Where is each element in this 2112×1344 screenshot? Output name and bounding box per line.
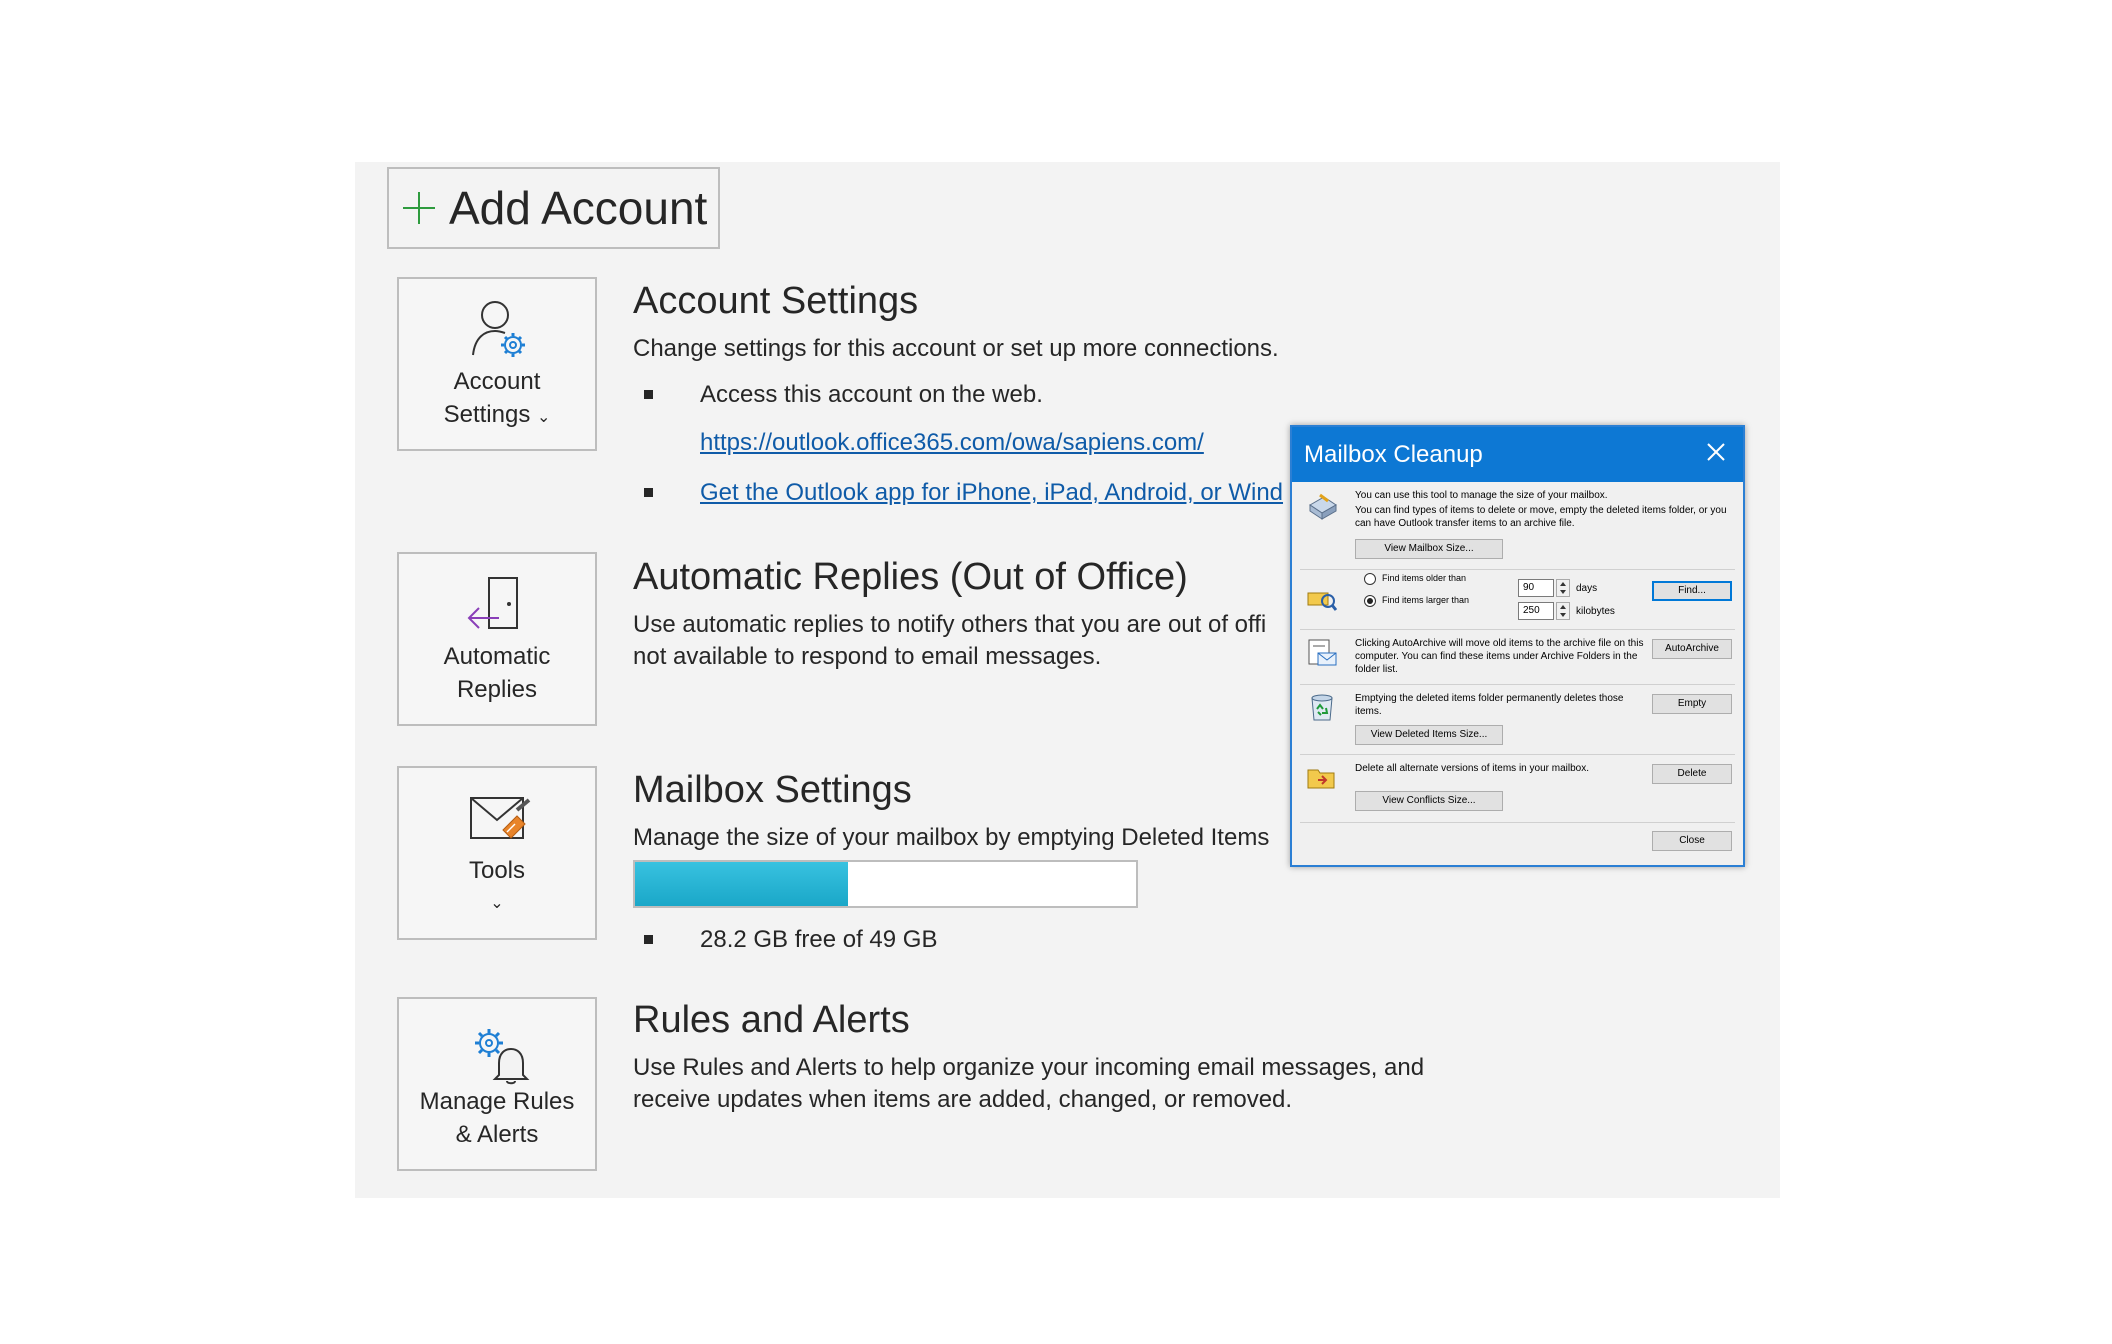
manage-rules-tile-label: Manage Rules & Alerts <box>419 1088 575 1148</box>
view-conflicts-size-button[interactable]: View Conflicts Size... <box>1355 791 1503 811</box>
mailbox-tool-icon <box>1306 491 1338 523</box>
delete-button[interactable]: Delete <box>1652 764 1732 784</box>
kilobytes-input[interactable]: 250 <box>1518 602 1554 620</box>
manage-rules-tile[interactable] <box>397 997 597 1171</box>
account-settings-icon <box>399 297 595 365</box>
autoarchive-row <box>1300 629 1735 685</box>
rules-alerts-section <box>633 999 1533 1116</box>
find-items-row <box>1300 569 1735 630</box>
rules-alerts-title: Rules and Alerts <box>633 999 910 1041</box>
account-settings-title: Account Settings <box>633 280 919 322</box>
rules-alerts-icon <box>399 1017 595 1085</box>
plus-icon <box>397 178 457 238</box>
account-settings-section <box>633 280 1293 509</box>
dialog-close-button[interactable]: Close <box>1652 831 1732 851</box>
account-settings-tile-label: Account Settings ⌄ <box>443 368 551 428</box>
days-input[interactable]: 90 <box>1518 579 1554 597</box>
empty-button[interactable]: Empty <box>1652 694 1732 714</box>
tools-tile[interactable] <box>397 766 597 940</box>
find-older-label: Find items older than <box>1382 573 1467 583</box>
delete-alternate-text: Delete all alternate versions of items in your mailbox. <box>1355 763 1589 774</box>
mailbox-usage-fill <box>635 862 848 906</box>
intro-text: You can use this tool to manage the size of your mailbox. You can find types of items to delete or move, empty the deleted items folder, or you can have Outlook transfer items to an archive file. <box>1355 490 1727 529</box>
automatic-replies-tile-label: Automatic Replies <box>443 643 551 703</box>
automatic-replies-tile[interactable] <box>397 552 597 726</box>
automatic-replies-title: Automatic Replies (Out of Office) <box>633 556 1188 598</box>
find-older-radio[interactable] <box>1364 573 1376 585</box>
dialog-title: Mailbox Cleanup <box>1304 441 1483 468</box>
find-larger-radio[interactable] <box>1364 595 1376 607</box>
kilobytes-unit: kilobytes <box>1576 606 1615 617</box>
add-account-label: Add Account <box>449 182 708 234</box>
mailbox-settings-description: Manage the size of your mailbox by emptying Deleted Items <box>633 824 1270 851</box>
delete-conflicts-row <box>1300 754 1735 823</box>
autoarchive-button[interactable]: AutoArchive <box>1652 639 1732 659</box>
mailbox-usage-bar <box>633 860 1138 908</box>
kilobytes-spinner[interactable] <box>1556 602 1570 620</box>
recycle-bin-icon <box>1306 692 1338 724</box>
mailbox-cleanup-dialog <box>1290 425 1745 867</box>
mailbox-settings-section <box>633 769 1293 854</box>
automatic-replies-icon <box>399 572 595 640</box>
outlook-app-link[interactable]: Get the Outlook app for iPhone, iPad, Android, or Wind <box>700 479 1284 506</box>
find-button[interactable]: Find... <box>1652 581 1732 601</box>
automatic-replies-section <box>633 556 1293 673</box>
chevron-down-icon: ⌄ <box>490 895 504 912</box>
account-settings-description: Change settings for this account or set up more connections. <box>633 335 1279 362</box>
autoarchive-text: Clicking AutoArchive will move old items to the archive file on this computer. You can find these items under Archive Folders in the folder list. <box>1355 638 1644 675</box>
days-unit: days <box>1576 583 1598 594</box>
mailbox-free-bullet: 28.2 GB free of 49 GB <box>633 924 937 956</box>
account-settings-tile[interactable] <box>397 277 597 451</box>
view-mailbox-size-button[interactable]: View Mailbox Size... <box>1355 539 1503 559</box>
tools-icon <box>399 786 595 854</box>
empty-deleted-text: Emptying the deleted items folder permanently deletes those items. <box>1355 693 1624 717</box>
tools-tile-label: Tools ⌄ <box>399 854 595 920</box>
empty-deleted-row <box>1300 684 1735 755</box>
days-spinner[interactable] <box>1556 579 1570 597</box>
access-web-bullet: Access this account on the web. <box>633 379 1293 411</box>
close-icon[interactable] <box>1703 439 1729 465</box>
find-items-icon <box>1306 583 1338 615</box>
dialog-title-bar <box>1292 427 1743 482</box>
rules-alerts-description: Use Rules and Alerts to help organize your incoming email messages, and receive updates when items are added, changed, or removed. <box>633 1054 1425 1113</box>
view-deleted-items-size-button[interactable]: View Deleted Items Size... <box>1355 725 1503 745</box>
outlook-app-bullet <box>633 477 1293 509</box>
add-account-button[interactable] <box>387 167 720 249</box>
automatic-replies-description: Use automatic replies to notify others that you are out of offi not available to respond to email messages. <box>633 611 1267 670</box>
find-larger-label: Find items larger than <box>1382 595 1470 605</box>
chevron-down-icon: ⌄ <box>536 409 551 426</box>
mailbox-size-row <box>1300 485 1735 570</box>
mailbox-settings-title: Mailbox Settings <box>633 769 912 811</box>
conflicts-folder-icon <box>1306 762 1338 794</box>
autoarchive-icon <box>1306 637 1338 669</box>
owa-link[interactable]: https://outlook.office365.com/owa/sapiens.com/ <box>700 429 1204 456</box>
